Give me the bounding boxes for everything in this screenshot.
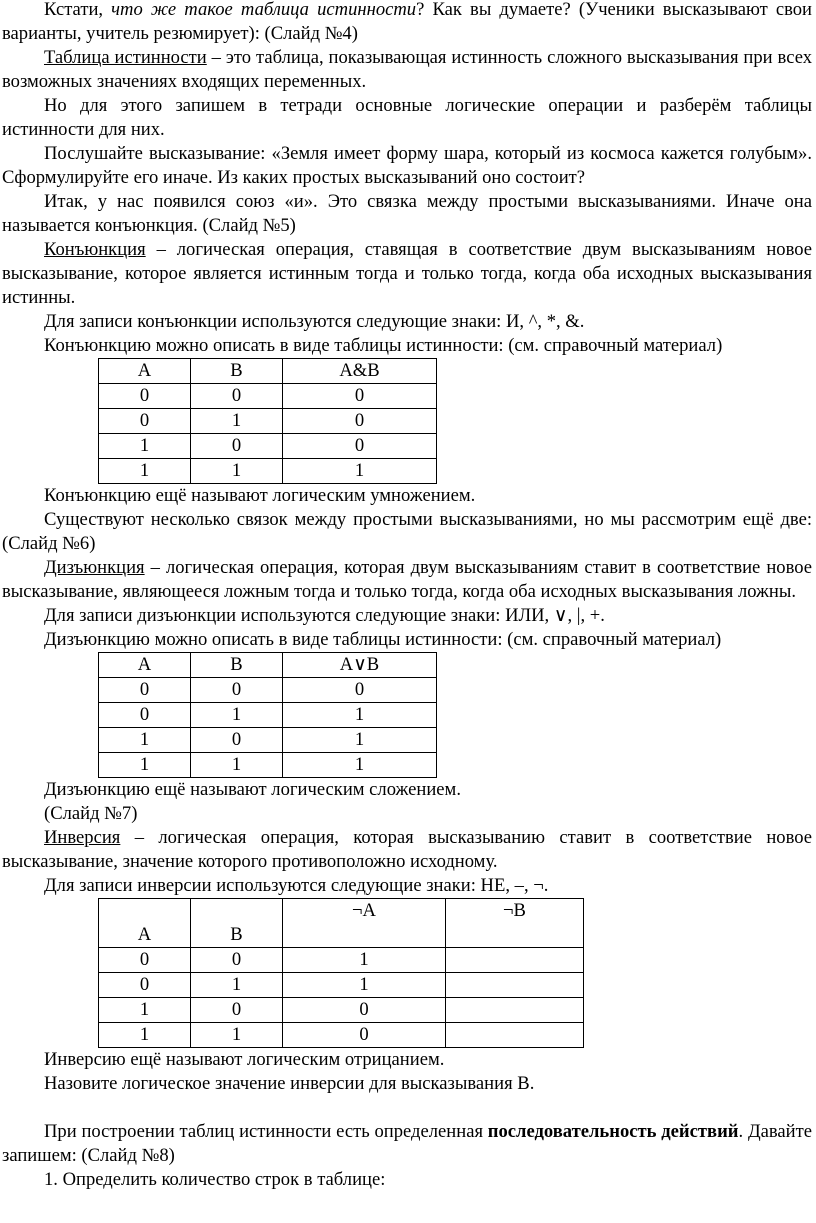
paragraph-conjunction-table-intro: Конъюнкцию можно описать в виде таблицы истинности: (см. справочный материал) (44, 335, 723, 356)
table-cell (446, 948, 584, 973)
header-cell: A&B (283, 359, 437, 384)
header-cell: B (191, 359, 283, 384)
table-cell: 0 (99, 409, 191, 434)
table-cell: 0 (99, 384, 191, 409)
table-row (99, 753, 437, 778)
table-cell: 1 (99, 728, 191, 753)
header-cell: A (99, 653, 191, 678)
paragraph-inversion-negation: Инверсию ещё называют логическим отрицанием. (44, 1049, 445, 1070)
table-row (99, 434, 437, 459)
table-cell: 1 (99, 998, 191, 1023)
table-cell: 1 (99, 459, 191, 484)
paragraph-disjunction-definition: Дизъюнкция – логическая операция, которая двум высказываниям ставит в соответствие новое высказывание, являющееся ложным тогда и только тогда, когда оба исходных высказывания ложны. (2, 557, 812, 602)
table-cell (446, 973, 584, 998)
table-cell: 1 (99, 1023, 191, 1048)
term-conjunction: Конъюнкция (44, 239, 146, 260)
paragraph-inversion-question: Назовите логическое значение инверсии для высказывания B. (44, 1073, 535, 1094)
table-cell: 0 (99, 703, 191, 728)
conjunction-truth-table (98, 358, 437, 484)
table-cell: 0 (191, 384, 283, 409)
table-cell: 1 (191, 459, 283, 484)
paragraph-slide-7: (Слайд №7) (44, 803, 138, 824)
table-row (99, 459, 437, 484)
table-cell: 0 (99, 948, 191, 973)
table-cell: 1 (283, 948, 446, 973)
table-cell: 0 (283, 678, 437, 703)
header-cell: ¬B (446, 899, 584, 948)
blank-line (0, 1096, 816, 1120)
paragraph-inversion-definition: Инверсия – логическая операция, которая высказыванию ставит в соответствие новое высказывание, значение которого противоположно исходному. (2, 827, 812, 872)
table-cell: 1 (191, 1023, 283, 1048)
table-header-row (99, 899, 584, 948)
header-cell: B (191, 653, 283, 678)
inversion-truth-table (98, 898, 584, 1048)
table-row (99, 384, 437, 409)
table-cell: 1 (191, 703, 283, 728)
table-row (99, 998, 584, 1023)
paragraph-conjunction-signs: Для записи конъюнкции используются следующие знаки: И, ^, *, &. (44, 311, 585, 332)
table-cell: 1 (283, 703, 437, 728)
paragraph-conjunction-definition: Конъюнкция – логическая операция, ставящая в соответствие двум высказываниям новое высказывание, которое является истинным тогда и только тогда, когда оба исходных высказывания истинны. (2, 239, 812, 308)
table-cell: 1 (191, 973, 283, 998)
paragraph-disjunction-addition: Дизъюнкцию ещё называют логическим сложением. (44, 779, 461, 800)
paragraph-inversion-signs: Для записи инверсии используются следующие знаки: НЕ, –, ¬. (44, 875, 549, 896)
table-cell: 0 (283, 409, 437, 434)
table-row (99, 1023, 584, 1048)
table-cell: 1 (191, 753, 283, 778)
table-cell: 0 (283, 1023, 446, 1048)
paragraph-earth-statement: Послушайте высказывание: «Земля имеет форму шара, который из космоса кажется голубым». Сформулируйте его иначе. Из каких простых высказываний оно состоит? (2, 143, 812, 188)
paragraph-notebook: Но для этого запишем в тетради основные логические операции и разберём таблицы истинности для них. (2, 95, 812, 140)
disjunction-truth-table (98, 652, 437, 778)
table-cell: 1 (283, 973, 446, 998)
table-header-row (99, 653, 437, 678)
paragraph-truth-table-question: Кстати, что же такое таблица истинности? Как вы думаете? (Ученики высказывают свои варианты, учитель резюмирует): (Слайд №4) (2, 0, 813, 44)
header-cell: A∨B (283, 653, 437, 678)
header-cell: A (99, 359, 191, 384)
paragraph-conjunction-intro: Итак, у нас появился союз «и». Это связка между простыми высказываниями. Иначе она называется конъюнкция. (Слайд №5) (2, 191, 812, 236)
table-cell: 0 (191, 728, 283, 753)
table-row (99, 948, 584, 973)
paragraph-action-sequence: При построении таблиц истинности есть определенная последовательность действий. Давайте запишем: (Слайд №8) (2, 1121, 812, 1166)
table-cell: 1 (283, 728, 437, 753)
paragraph-step-1: 1. Определить количество строк в таблице: (44, 1169, 386, 1190)
table-cell: 0 (191, 434, 283, 459)
table-cell: 0 (283, 998, 446, 1023)
table-row (99, 728, 437, 753)
table-cell: 1 (283, 459, 437, 484)
table-header-row (99, 359, 437, 384)
table-cell: 0 (283, 384, 437, 409)
term-inversion: Инверсия (44, 827, 121, 848)
table-cell: 1 (191, 409, 283, 434)
table-row (99, 409, 437, 434)
table-cell: 1 (99, 753, 191, 778)
table-cell (446, 998, 584, 1023)
table-cell: 1 (283, 753, 437, 778)
header-cell: A (99, 899, 191, 948)
paragraph-truth-table-definition: Таблица истинности – это таблица, показывающая истинность сложного высказывания при всех возможных значениях входящих переменных. (2, 47, 812, 92)
term-truth-table: Таблица истинности (44, 47, 207, 68)
table-cell: 0 (191, 678, 283, 703)
table-row (99, 973, 584, 998)
header-cell: B (191, 899, 283, 948)
table-cell: 0 (191, 998, 283, 1023)
table-row (99, 703, 437, 728)
table-cell: 1 (99, 434, 191, 459)
table-cell: 0 (99, 678, 191, 703)
table-cell (446, 1023, 584, 1048)
paragraph-disjunction-table-intro: Дизъюнкцию можно описать в виде таблицы истинности: (см. справочный материал) (44, 629, 722, 650)
table-cell: 0 (283, 434, 437, 459)
paragraph-conjunction-multiplication: Конъюнкцию ещё называют логическим умножением. (44, 485, 476, 506)
table-cell: 0 (191, 948, 283, 973)
term-disjunction: Дизъюнкция (44, 557, 145, 578)
paragraph-disjunction-signs: Для записи дизъюнкции используются следующие знаки: ИЛИ, ∨, |, +. (44, 605, 605, 626)
table-row (99, 678, 437, 703)
table-cell: 0 (99, 973, 191, 998)
paragraph-more-connectives: Существуют несколько связок между простыми высказываниями, но мы рассмотрим ещё две: (Слайд №6) (2, 509, 812, 554)
header-cell: ¬A (283, 899, 446, 948)
